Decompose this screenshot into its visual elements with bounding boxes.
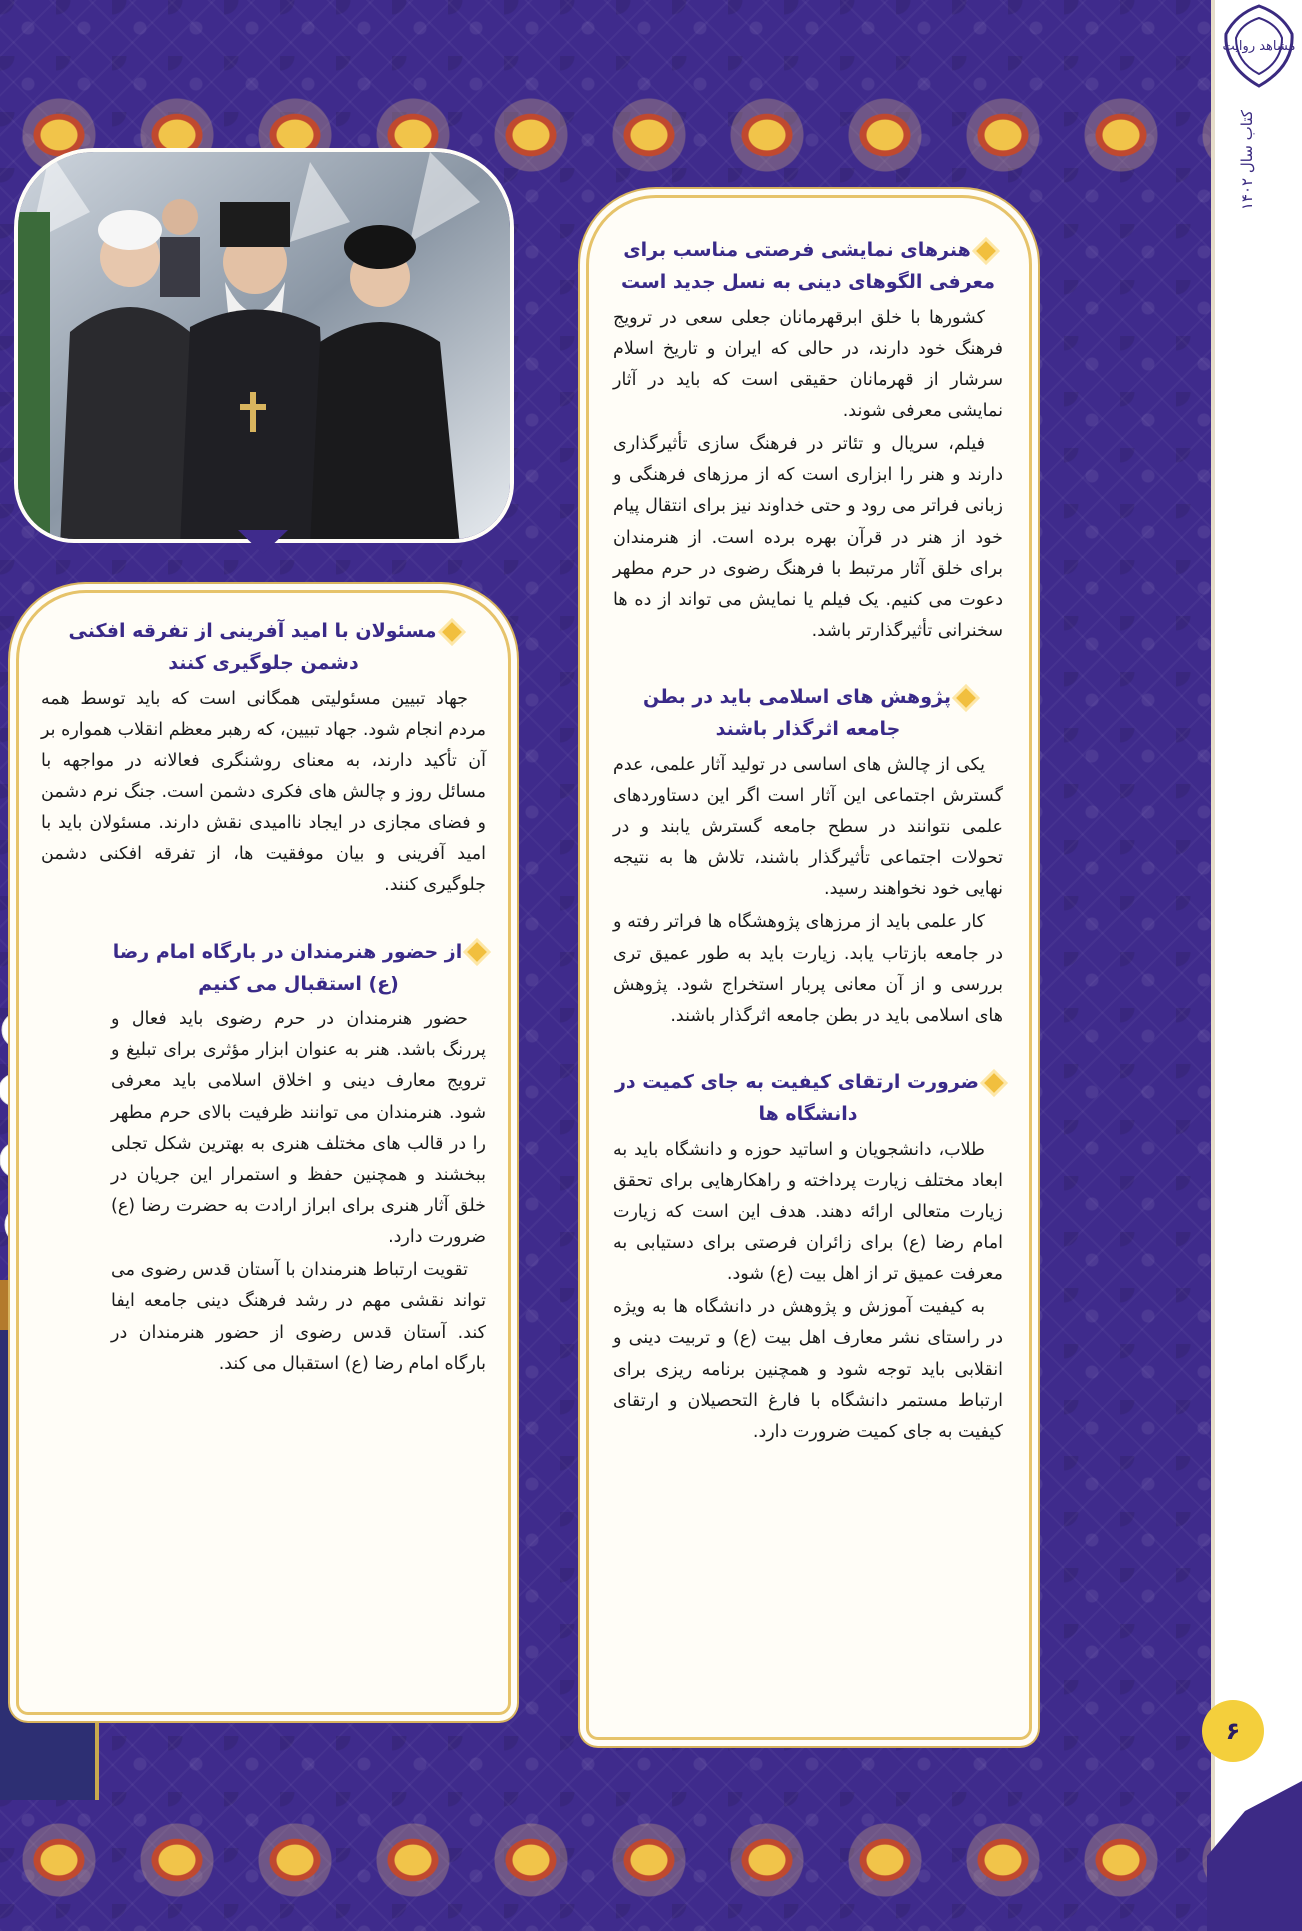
section-heading	[613, 1066, 1003, 1131]
brand-logo	[1222, 4, 1296, 88]
section-heading-text: مسئولان با امید آفرینی از تفرقه افکنی دشمن جلوگیری کنند	[68, 620, 437, 675]
section-heading	[613, 681, 1003, 746]
paragraph: کار علمی باید از مرزهای پژوهشگاه ها فراتر رفته و در جامعه بازتاب یابد. زیارت باید به طور عمیق تری بررسی و از آن معانی پربار استخراج شود. پژوهش های اسلامی باید در بطن جامعه اثرگذار باشند.	[613, 912, 1003, 1026]
article-section	[41, 936, 486, 1380]
paragraph: طلاب، دانشجویان و اساتید حوزه و دانشگاه باید به ابعاد مختلف زیارت پرداخته و راهکارهایی برای تحقق زیارت متعالی ارائه دهند. هدف این است که زیارت امام رضا (ع) برای زائران فرصتی برای دستیابی به معرفت عمیق تر از اهل بیت (ع) شود.	[613, 1139, 1003, 1285]
section-heading-text: ضرورت ارتقای کیفیت به جای کمیت در دانشگاه ها	[614, 1071, 980, 1126]
paragraph: کشورها با خلق ابرقهرمانان جعلی سعی در ترویج فرهنگ خود دارند، در حالی که ایران و تاریخ اسلام سرشار از قهرمانان حقیقی است که باید در آثار نمایشی معرفی شوند.	[613, 307, 1003, 422]
diamond-bullet-icon	[467, 942, 487, 962]
diamond-bullet-icon	[956, 688, 976, 708]
left-text-panel	[16, 590, 511, 1715]
paragraph: به کیفیت آموزش و پژوهش در دانشگاه ها به ویژه در راستای نشر معارف اهل بیت (ع) و تربیت دینی و انقلابی باید توجه شود و همچنین برنامه ریزی برای ارتباط مستمر دانشگاه با فارغ التحصیلان و ارتقای کیفیت به جای کمیت ضرورت دارد.	[613, 1297, 1003, 1442]
meeting-photo	[14, 148, 514, 543]
section-heading	[41, 615, 486, 680]
article-section	[41, 615, 486, 902]
section-heading-text: هنرهای نمایشی فرصتی مناسب برای معرفی الگوهای دینی به نسل جدید است	[620, 239, 996, 294]
logo-text: مشاهد روایت	[1222, 39, 1296, 54]
section-heading	[613, 234, 1003, 299]
section-heading	[111, 936, 486, 1001]
article-section	[613, 234, 1003, 647]
paragraph: جهاد تبیین مسئولیتی همگانی است که باید توسط همه مردم انجام شود. جهاد تبیین، که رهبر معظم انقلاب همواره بر آن تأکید دارند، به معنای روشنگری فعالانه در مواجهه با مسائل روز و چالش های فکری دشمن است. جنگ نرم دشمن و فضای مجازی در ایجاد ناامیدی نقش دارند. مسئولان باید با امید آفرینی و بیان موفقیت ها، از تفرقه افکنی دشمن جلوگیری کنند.	[41, 688, 486, 896]
article-section	[613, 1066, 1003, 1448]
book-title-label: کتاب سال ۱۴۰۲	[1238, 110, 1256, 211]
page-number: ۶	[1202, 1700, 1264, 1762]
paragraph: فیلم، سریال و تئاتر در فرهنگ سازی تأثیرگذاری دارند و هنر را ابزاری است که از مرزهای فرهنگی و زبانی فراتر می رود و حتی خداوند نیز برای انتقال پیام خود از هنر در قرآن بهره برده است. از هنرمندان برای خلق آثار مرتبط با فرهنگ رضوی در حرم مطهر دعوت می کنیم. یک فیلم یا نمایش می تواند از ده ها سخنرانی تأثیرگذارتر باشد.	[613, 434, 1003, 641]
section-heading-text: پژوهش های اسلامی باید در بطن جامعه اثرگذار باشند	[642, 686, 951, 741]
meeting-photo-illustration	[14, 152, 510, 543]
article-section	[613, 681, 1003, 1032]
paragraph: حضور هنرمندان در حرم رضوی باید فعال و پررنگ باشد. هنر به عنوان ابزار مؤثری برای تبلیغ و ترویج معارف دینی و اخلاق اسلامی باید معرفی شود. هنرمندان می توانند ظرفیت بالای حرم مطهر را در قالب های مختلف هنری به بهترین شکل تجلی ببخشند و همچنین حفظ و استمرار این جریان در خلق آثار هنری برای ابراز ارادت به حضرت رضا (ع) ضرورت دارد.	[111, 1009, 486, 1248]
diamond-bullet-icon	[442, 622, 462, 642]
diamond-bullet-icon	[984, 1073, 1004, 1093]
paragraph: تقویت ارتباط هنرمندان با آستان قدس رضوی می تواند نقشی مهم در رشد فرهنگ دینی جامعه ایفا کند. آستان قدس رضوی از حضور هنرمندان در بارگاه امام رضا (ع) استقبال می کند.	[111, 1260, 486, 1374]
ornament-band-bottom	[0, 1820, 1215, 1900]
diamond-bullet-icon	[976, 241, 996, 261]
paragraph: یکی از چالش های اساسی در تولید آثار علمی، عدم گسترش اجتماعی این آثار است اگر این دستاوردهای علمی نتوانند در سطح جامعه گسترش یابند و در تحولات اجتماعی تأثیرگذار باشند، تلاش ها به نتیجه نهایی خود نخواهند رسید.	[613, 754, 1003, 900]
right-text-panel	[586, 195, 1032, 1740]
page-margin	[1211, 0, 1302, 1931]
section-heading-text: از حضور هنرمندان در بارگاه امام رضا (ع) استقبال می کنیم	[112, 940, 463, 995]
